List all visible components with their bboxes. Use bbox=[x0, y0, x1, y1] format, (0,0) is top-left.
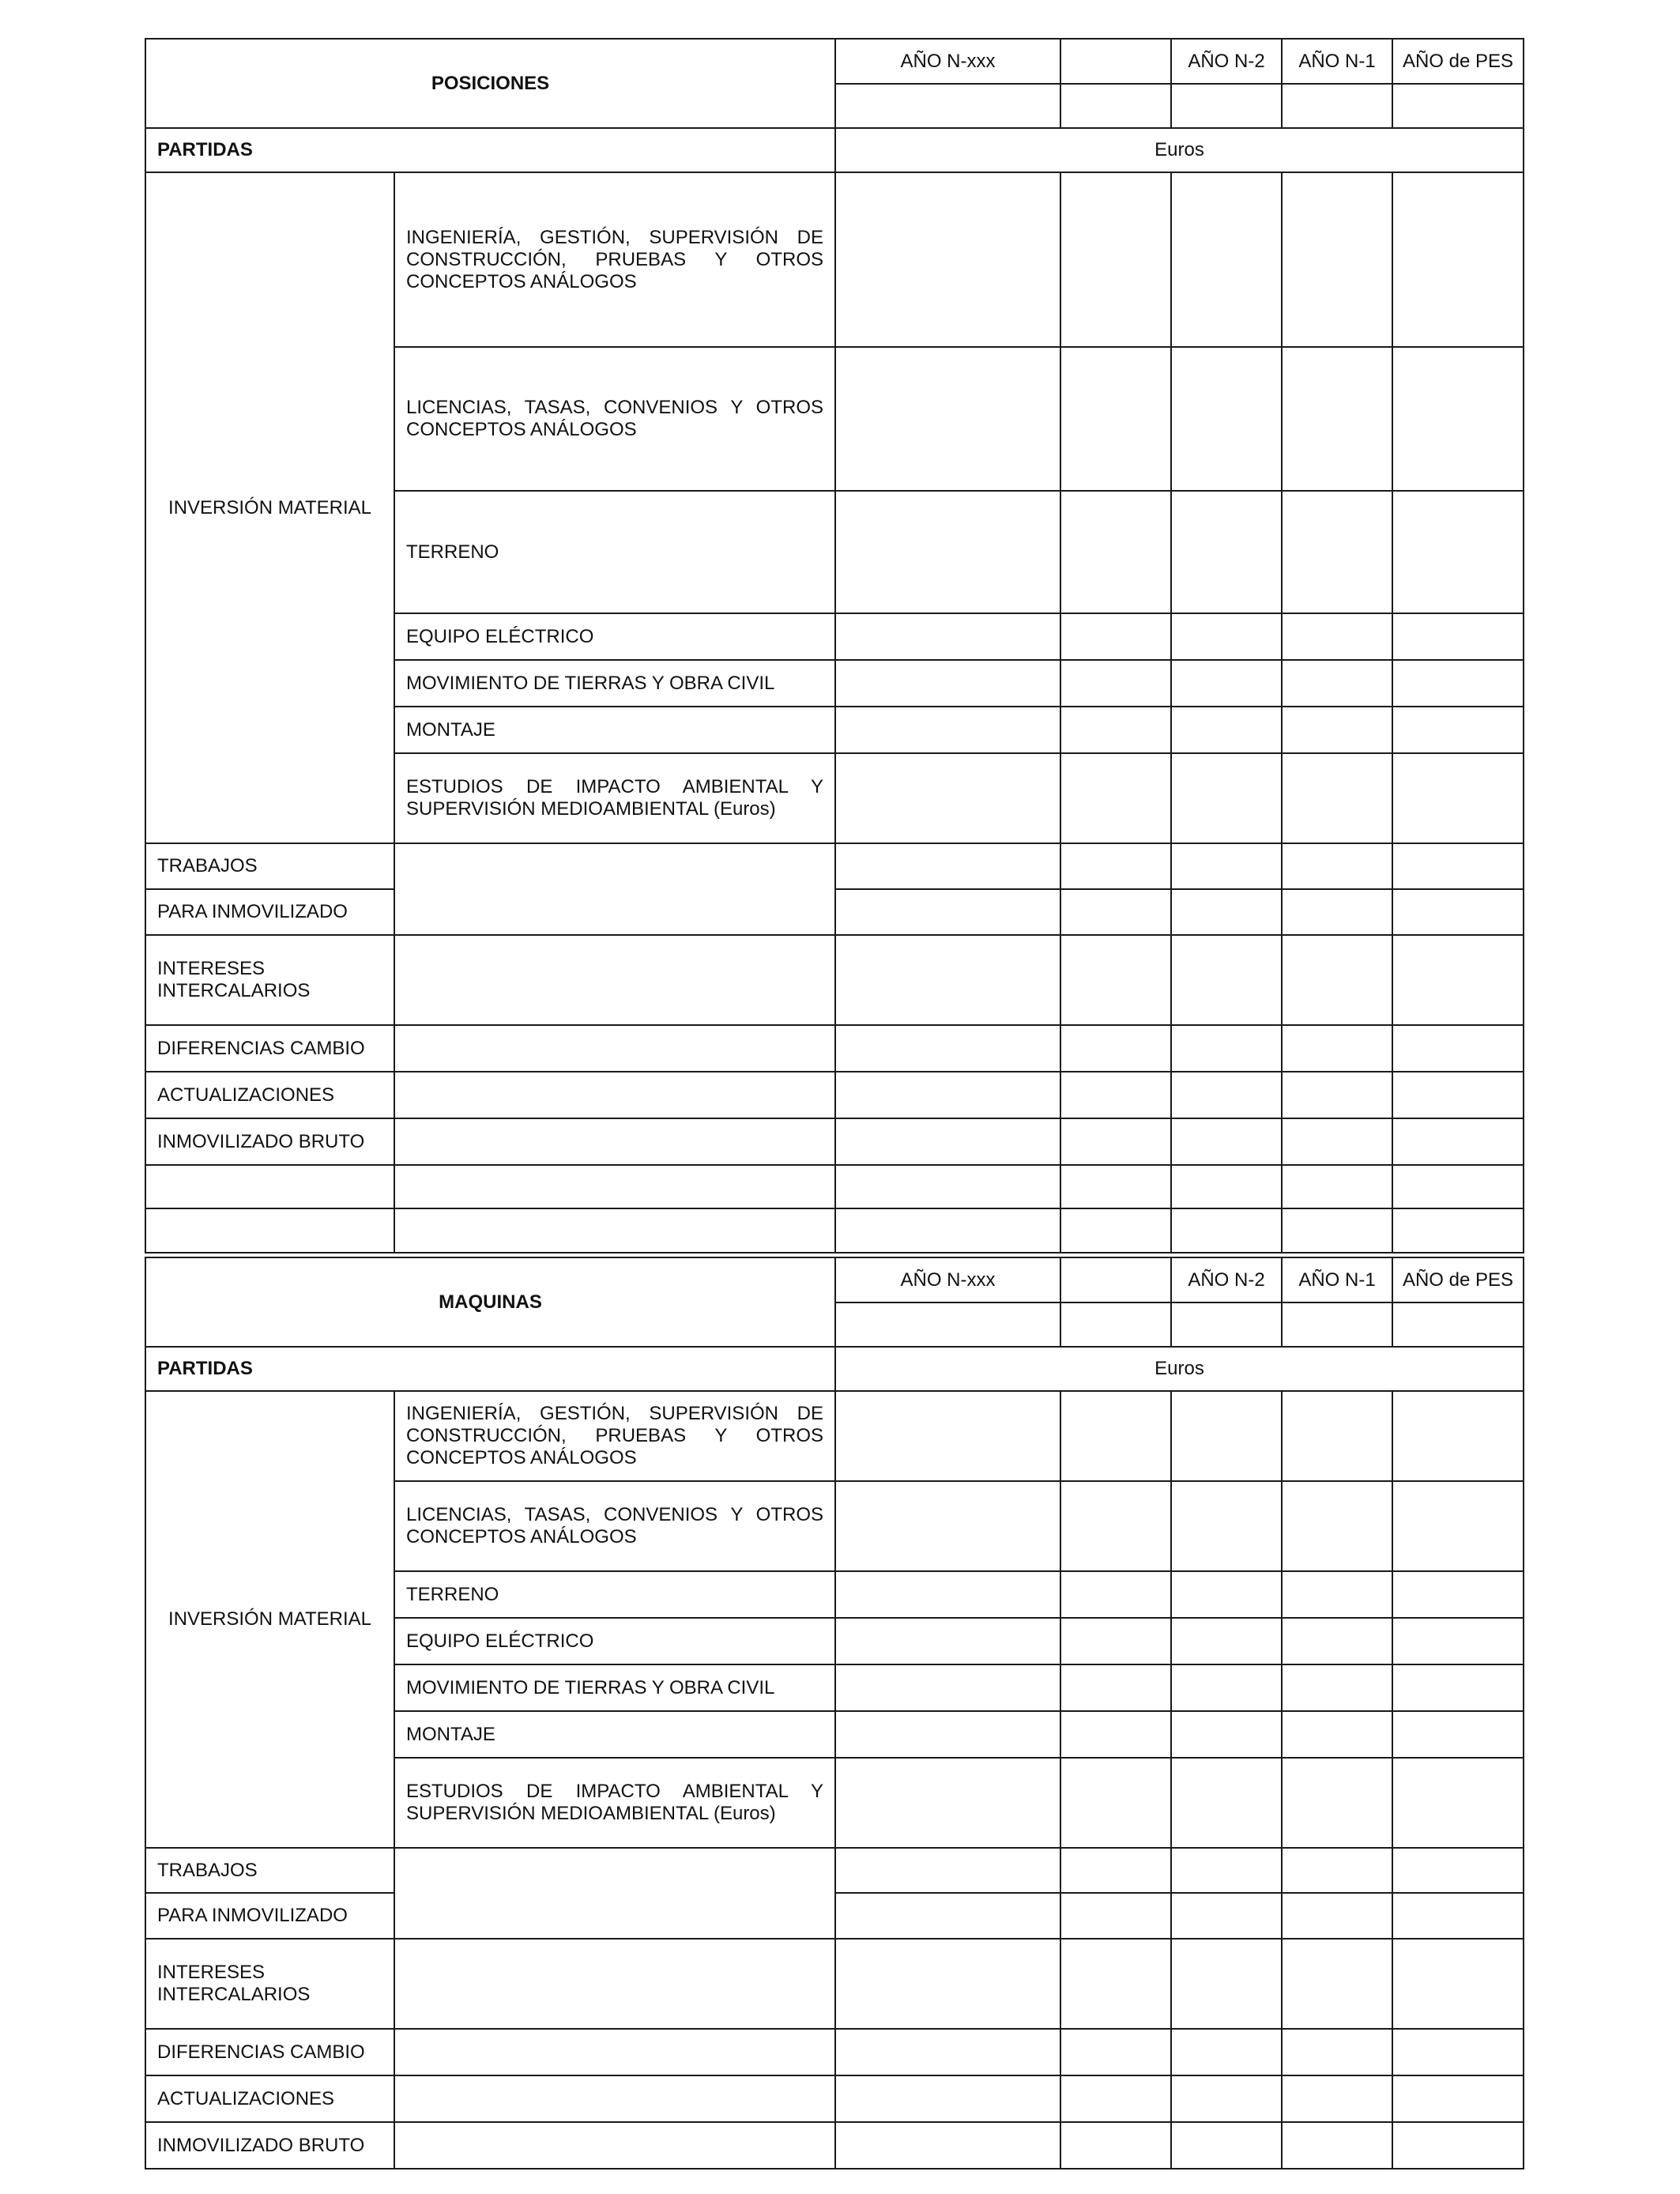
value-cell[interactable] bbox=[835, 1571, 1060, 1618]
value-cell[interactable] bbox=[1171, 2122, 1282, 2169]
value-cell[interactable] bbox=[1171, 1208, 1282, 1253]
year-value-cell[interactable] bbox=[1060, 84, 1171, 128]
value-cell[interactable] bbox=[1392, 172, 1524, 347]
value-cell[interactable] bbox=[835, 1072, 1060, 1118]
value-cell[interactable] bbox=[1282, 491, 1392, 613]
description-cell bbox=[394, 1939, 835, 2029]
year-value-cell[interactable] bbox=[1060, 1302, 1171, 1347]
value-cell[interactable] bbox=[1282, 1165, 1392, 1208]
value-cell[interactable] bbox=[1060, 935, 1171, 1025]
value-cell[interactable] bbox=[1171, 1571, 1282, 1618]
value-cell[interactable] bbox=[1060, 1481, 1171, 1571]
empty-cell[interactable] bbox=[145, 1208, 394, 1253]
value-cell[interactable] bbox=[1171, 935, 1282, 1025]
value-cell[interactable] bbox=[835, 347, 1060, 491]
item-ingenieria: INGENIERÍA, GESTIÓN, SUPERVISIÓN DE CONSTRUCCIÓN, PRUEBAS Y OTROS CONCEPTOS ANÁLOGOS bbox=[394, 1391, 835, 1481]
value-cell[interactable] bbox=[1282, 1072, 1392, 1118]
value-cell[interactable] bbox=[1171, 889, 1282, 935]
item-movimiento-tierras: MOVIMIENTO DE TIERRAS Y OBRA CIVIL bbox=[394, 1664, 835, 1711]
value-cell[interactable] bbox=[1282, 1481, 1392, 1571]
description-cell bbox=[394, 2029, 835, 2075]
value-cell[interactable] bbox=[1171, 491, 1282, 613]
value-cell[interactable] bbox=[1060, 2075, 1171, 2122]
value-cell[interactable] bbox=[835, 1391, 1060, 1481]
value-cell[interactable] bbox=[1060, 1664, 1171, 1711]
value-cell[interactable] bbox=[1060, 1571, 1171, 1618]
empty-cell[interactable] bbox=[394, 1165, 835, 1208]
inversion-material-label: INVERSIÓN MATERIAL bbox=[145, 1391, 394, 1848]
value-cell[interactable] bbox=[1282, 172, 1392, 347]
year-value-cell[interactable] bbox=[1171, 1302, 1282, 1347]
value-cell[interactable] bbox=[1282, 660, 1392, 707]
partidas-label: PARTIDAS bbox=[145, 1347, 835, 1391]
year-header-pes: AÑO de PES bbox=[1392, 39, 1524, 84]
value-cell[interactable] bbox=[1392, 1571, 1524, 1618]
value-cell[interactable] bbox=[1060, 843, 1171, 889]
table-title: POSICIONES bbox=[145, 39, 835, 128]
value-cell[interactable] bbox=[1171, 172, 1282, 347]
value-cell[interactable] bbox=[1282, 1571, 1392, 1618]
value-cell[interactable] bbox=[1392, 1481, 1524, 1571]
description-cell bbox=[394, 1072, 835, 1118]
value-cell[interactable] bbox=[1392, 1939, 1524, 2029]
value-cell[interactable] bbox=[1060, 1208, 1171, 1253]
value-cell[interactable] bbox=[1060, 1118, 1171, 1165]
value-cell[interactable] bbox=[1392, 935, 1524, 1025]
row-label-diferencias-cambio: DIFERENCIAS CAMBIO bbox=[145, 2029, 394, 2075]
value-cell[interactable] bbox=[1392, 1208, 1524, 1253]
value-cell[interactable] bbox=[1060, 1391, 1171, 1481]
value-cell[interactable] bbox=[1282, 1848, 1392, 1893]
value-cell[interactable] bbox=[1392, 1165, 1524, 1208]
value-cell[interactable] bbox=[835, 2029, 1060, 2075]
value-cell[interactable] bbox=[1392, 1664, 1524, 1711]
item-movimiento-tierras: MOVIMIENTO DE TIERRAS Y OBRA CIVIL bbox=[394, 660, 835, 707]
value-cell[interactable] bbox=[1282, 2122, 1392, 2169]
row-label-para-inmovilizado: PARA INMOVILIZADO bbox=[145, 889, 394, 935]
value-cell[interactable] bbox=[1171, 707, 1282, 753]
value-cell[interactable] bbox=[835, 1758, 1060, 1848]
value-cell[interactable] bbox=[1060, 1939, 1171, 2029]
value-cell[interactable] bbox=[1171, 1848, 1282, 1893]
value-cell[interactable] bbox=[1171, 2029, 1282, 2075]
item-estudios-impacto: ESTUDIOS DE IMPACTO AMBIENTAL Y SUPERVISIÓN MEDIOAMBIENTAL (Euros) bbox=[394, 753, 835, 843]
value-cell[interactable] bbox=[835, 889, 1060, 935]
value-cell[interactable] bbox=[1171, 1072, 1282, 1118]
value-cell[interactable] bbox=[1282, 1208, 1392, 1253]
empty-cell[interactable] bbox=[394, 1208, 835, 1253]
year-header-n-1: AÑO N-1 bbox=[1282, 39, 1392, 84]
value-cell[interactable] bbox=[835, 935, 1060, 1025]
value-cell[interactable] bbox=[1060, 1848, 1171, 1893]
value-cell[interactable] bbox=[1060, 613, 1171, 660]
value-cell[interactable] bbox=[1282, 1025, 1392, 1072]
value-cell[interactable] bbox=[1392, 1072, 1524, 1118]
value-cell[interactable] bbox=[1171, 1118, 1282, 1165]
value-cell[interactable] bbox=[1282, 1118, 1392, 1165]
maquinas-table bbox=[145, 1257, 1524, 2169]
value-cell[interactable] bbox=[1282, 1391, 1392, 1481]
value-cell[interactable] bbox=[1171, 1025, 1282, 1072]
value-cell[interactable] bbox=[1171, 347, 1282, 491]
value-cell[interactable] bbox=[1392, 707, 1524, 753]
row-label-actualizaciones: ACTUALIZACIONES bbox=[145, 2075, 394, 2122]
value-cell[interactable] bbox=[1282, 935, 1392, 1025]
value-cell[interactable] bbox=[835, 1939, 1060, 2029]
value-cell[interactable] bbox=[1392, 1618, 1524, 1664]
value-cell[interactable] bbox=[1060, 172, 1171, 347]
item-terreno: TERRENO bbox=[394, 491, 835, 613]
value-cell[interactable] bbox=[1392, 2029, 1524, 2075]
year-header-pes: AÑO de PES bbox=[1392, 1257, 1524, 1302]
description-cell bbox=[394, 1118, 835, 1165]
value-cell[interactable] bbox=[835, 613, 1060, 660]
value-cell[interactable] bbox=[1060, 2122, 1171, 2169]
value-cell[interactable] bbox=[1060, 1025, 1171, 1072]
value-cell[interactable] bbox=[1060, 2029, 1171, 2075]
year-value-cell[interactable] bbox=[1171, 84, 1282, 128]
value-cell[interactable] bbox=[1282, 889, 1392, 935]
row-label-para-inmovilizado: PARA INMOVILIZADO bbox=[145, 1893, 394, 1939]
value-cell[interactable] bbox=[1171, 1893, 1282, 1939]
item-equipo-electrico: EQUIPO ELÉCTRICO bbox=[394, 613, 835, 660]
description-cell bbox=[394, 2075, 835, 2122]
year-header-n-xxx: AÑO N-xxx bbox=[835, 39, 1060, 84]
value-cell[interactable] bbox=[1392, 2122, 1524, 2169]
row-label-trabajos: TRABAJOS bbox=[145, 843, 394, 889]
value-cell[interactable] bbox=[1171, 843, 1282, 889]
item-montaje: MONTAJE bbox=[394, 707, 835, 753]
value-cell[interactable] bbox=[1060, 889, 1171, 935]
value-cell[interactable] bbox=[835, 1711, 1060, 1758]
value-cell[interactable] bbox=[1171, 1481, 1282, 1571]
value-cell[interactable] bbox=[1282, 1939, 1392, 2029]
item-licencias: LICENCIAS, TASAS, CONVENIOS Y OTROS CONCEPTOS ANÁLOGOS bbox=[394, 1481, 835, 1571]
value-cell[interactable] bbox=[835, 491, 1060, 613]
year-value-cell[interactable] bbox=[1282, 84, 1392, 128]
value-cell[interactable] bbox=[1392, 491, 1524, 613]
value-cell[interactable] bbox=[1171, 2075, 1282, 2122]
empty-cell[interactable] bbox=[145, 1165, 394, 1208]
inversion-material-label: INVERSIÓN MATERIAL bbox=[145, 172, 394, 843]
year-value-cell[interactable] bbox=[1282, 1302, 1392, 1347]
value-cell[interactable] bbox=[1282, 1618, 1392, 1664]
value-cell[interactable] bbox=[1060, 1711, 1171, 1758]
item-estudios-impacto: ESTUDIOS DE IMPACTO AMBIENTAL Y SUPERVISIÓN MEDIOAMBIENTAL (Euros) bbox=[394, 1758, 835, 1848]
item-terreno: TERRENO bbox=[394, 1571, 835, 1618]
year-value-cell[interactable] bbox=[1392, 1302, 1524, 1347]
value-cell[interactable] bbox=[835, 1208, 1060, 1253]
value-cell[interactable] bbox=[835, 2122, 1060, 2169]
value-cell[interactable] bbox=[1171, 1758, 1282, 1848]
value-cell[interactable] bbox=[835, 1025, 1060, 1072]
item-licencias: LICENCIAS, TASAS, CONVENIOS Y OTROS CONCEPTOS ANÁLOGOS bbox=[394, 347, 835, 491]
value-cell[interactable] bbox=[1392, 1893, 1524, 1939]
description-cell bbox=[394, 843, 835, 935]
row-label-actualizaciones: ACTUALIZACIONES bbox=[145, 1072, 394, 1118]
item-montaje: MONTAJE bbox=[394, 1711, 835, 1758]
year-header-n-2: AÑO N-2 bbox=[1171, 39, 1282, 84]
table-title: MAQUINAS bbox=[145, 1257, 835, 1347]
value-cell[interactable] bbox=[1282, 1664, 1392, 1711]
value-cell[interactable] bbox=[1171, 1664, 1282, 1711]
value-cell[interactable] bbox=[1060, 707, 1171, 753]
value-cell[interactable] bbox=[1171, 1165, 1282, 1208]
year-value-cell[interactable] bbox=[835, 1302, 1060, 1347]
value-cell[interactable] bbox=[1392, 1758, 1524, 1848]
value-cell[interactable] bbox=[835, 172, 1060, 347]
value-cell[interactable] bbox=[1392, 613, 1524, 660]
value-cell[interactable] bbox=[1060, 1072, 1171, 1118]
value-cell[interactable] bbox=[835, 1118, 1060, 1165]
value-cell[interactable] bbox=[1392, 1848, 1524, 1893]
value-cell[interactable] bbox=[1392, 2075, 1524, 2122]
row-label-intereses: INTERESES INTERCALARIOS bbox=[145, 1939, 394, 2029]
row-label-inmovilizado-bruto: INMOVILIZADO BRUTO bbox=[145, 2122, 394, 2169]
value-cell[interactable] bbox=[1392, 1118, 1524, 1165]
item-equipo-electrico: EQUIPO ELÉCTRICO bbox=[394, 1618, 835, 1664]
value-cell[interactable] bbox=[1282, 1758, 1392, 1848]
row-label-inmovilizado-bruto: INMOVILIZADO BRUTO bbox=[145, 1118, 394, 1165]
value-cell[interactable] bbox=[1282, 843, 1392, 889]
partidas-label: PARTIDAS bbox=[145, 128, 835, 172]
value-cell[interactable] bbox=[1171, 1711, 1282, 1758]
value-cell[interactable] bbox=[835, 1893, 1060, 1939]
value-cell[interactable] bbox=[1282, 2075, 1392, 2122]
value-cell[interactable] bbox=[1060, 1758, 1171, 1848]
value-cell[interactable] bbox=[835, 1618, 1060, 1664]
year-value-cell[interactable] bbox=[1392, 84, 1524, 128]
year-value-cell[interactable] bbox=[835, 84, 1060, 128]
value-cell[interactable] bbox=[1392, 1025, 1524, 1072]
value-cell[interactable] bbox=[1171, 1391, 1282, 1481]
value-cell[interactable] bbox=[1171, 660, 1282, 707]
row-label-trabajos: TRABAJOS bbox=[145, 1848, 394, 1893]
value-cell[interactable] bbox=[1171, 1939, 1282, 2029]
row-label-diferencias-cambio: DIFERENCIAS CAMBIO bbox=[145, 1025, 394, 1072]
currency-label: Euros bbox=[835, 1347, 1524, 1391]
value-cell[interactable] bbox=[1282, 1893, 1392, 1939]
value-cell[interactable] bbox=[1282, 2029, 1392, 2075]
value-cell[interactable] bbox=[1282, 347, 1392, 491]
year-header-blank bbox=[1060, 39, 1171, 84]
year-header-n-xxx: AÑO N-xxx bbox=[835, 1257, 1060, 1302]
currency-label: Euros bbox=[835, 128, 1524, 172]
value-cell[interactable] bbox=[835, 660, 1060, 707]
value-cell[interactable] bbox=[835, 1481, 1060, 1571]
year-header-n-2: AÑO N-2 bbox=[1171, 1257, 1282, 1302]
value-cell[interactable] bbox=[1392, 347, 1524, 491]
value-cell[interactable] bbox=[1060, 660, 1171, 707]
value-cell[interactable] bbox=[835, 843, 1060, 889]
value-cell[interactable] bbox=[1060, 347, 1171, 491]
year-header-n-1: AÑO N-1 bbox=[1282, 1257, 1392, 1302]
value-cell[interactable] bbox=[1060, 753, 1171, 843]
value-cell[interactable] bbox=[1282, 707, 1392, 753]
posiciones-table bbox=[145, 38, 1524, 1253]
value-cell[interactable] bbox=[835, 707, 1060, 753]
year-header-blank bbox=[1060, 1257, 1171, 1302]
value-cell[interactable] bbox=[835, 1848, 1060, 1893]
value-cell[interactable] bbox=[1392, 753, 1524, 843]
value-cell[interactable] bbox=[1392, 1711, 1524, 1758]
value-cell[interactable] bbox=[835, 1165, 1060, 1208]
description-cell bbox=[394, 1025, 835, 1072]
value-cell[interactable] bbox=[1060, 1165, 1171, 1208]
value-cell[interactable] bbox=[1392, 889, 1524, 935]
row-label-intereses: INTERESES INTERCALARIOS bbox=[145, 935, 394, 1025]
value-cell[interactable] bbox=[1171, 1618, 1282, 1664]
value-cell[interactable] bbox=[835, 753, 1060, 843]
value-cell[interactable] bbox=[1060, 1618, 1171, 1664]
value-cell[interactable] bbox=[1282, 753, 1392, 843]
value-cell[interactable] bbox=[1282, 1711, 1392, 1758]
value-cell[interactable] bbox=[835, 2075, 1060, 2122]
value-cell[interactable] bbox=[1171, 753, 1282, 843]
value-cell[interactable] bbox=[1392, 660, 1524, 707]
value-cell[interactable] bbox=[1392, 1391, 1524, 1481]
value-cell[interactable] bbox=[1171, 613, 1282, 660]
value-cell[interactable] bbox=[1282, 613, 1392, 660]
description-cell bbox=[394, 1848, 835, 1939]
item-ingenieria: INGENIERÍA, GESTIÓN, SUPERVISIÓN DE CONSTRUCCIÓN, PRUEBAS Y OTROS CONCEPTOS ANÁLOGOS bbox=[394, 172, 835, 347]
description-cell bbox=[394, 935, 835, 1025]
value-cell[interactable] bbox=[1392, 843, 1524, 889]
description-cell bbox=[394, 2122, 835, 2169]
value-cell[interactable] bbox=[835, 1664, 1060, 1711]
value-cell[interactable] bbox=[1060, 1893, 1171, 1939]
value-cell[interactable] bbox=[1060, 491, 1171, 613]
